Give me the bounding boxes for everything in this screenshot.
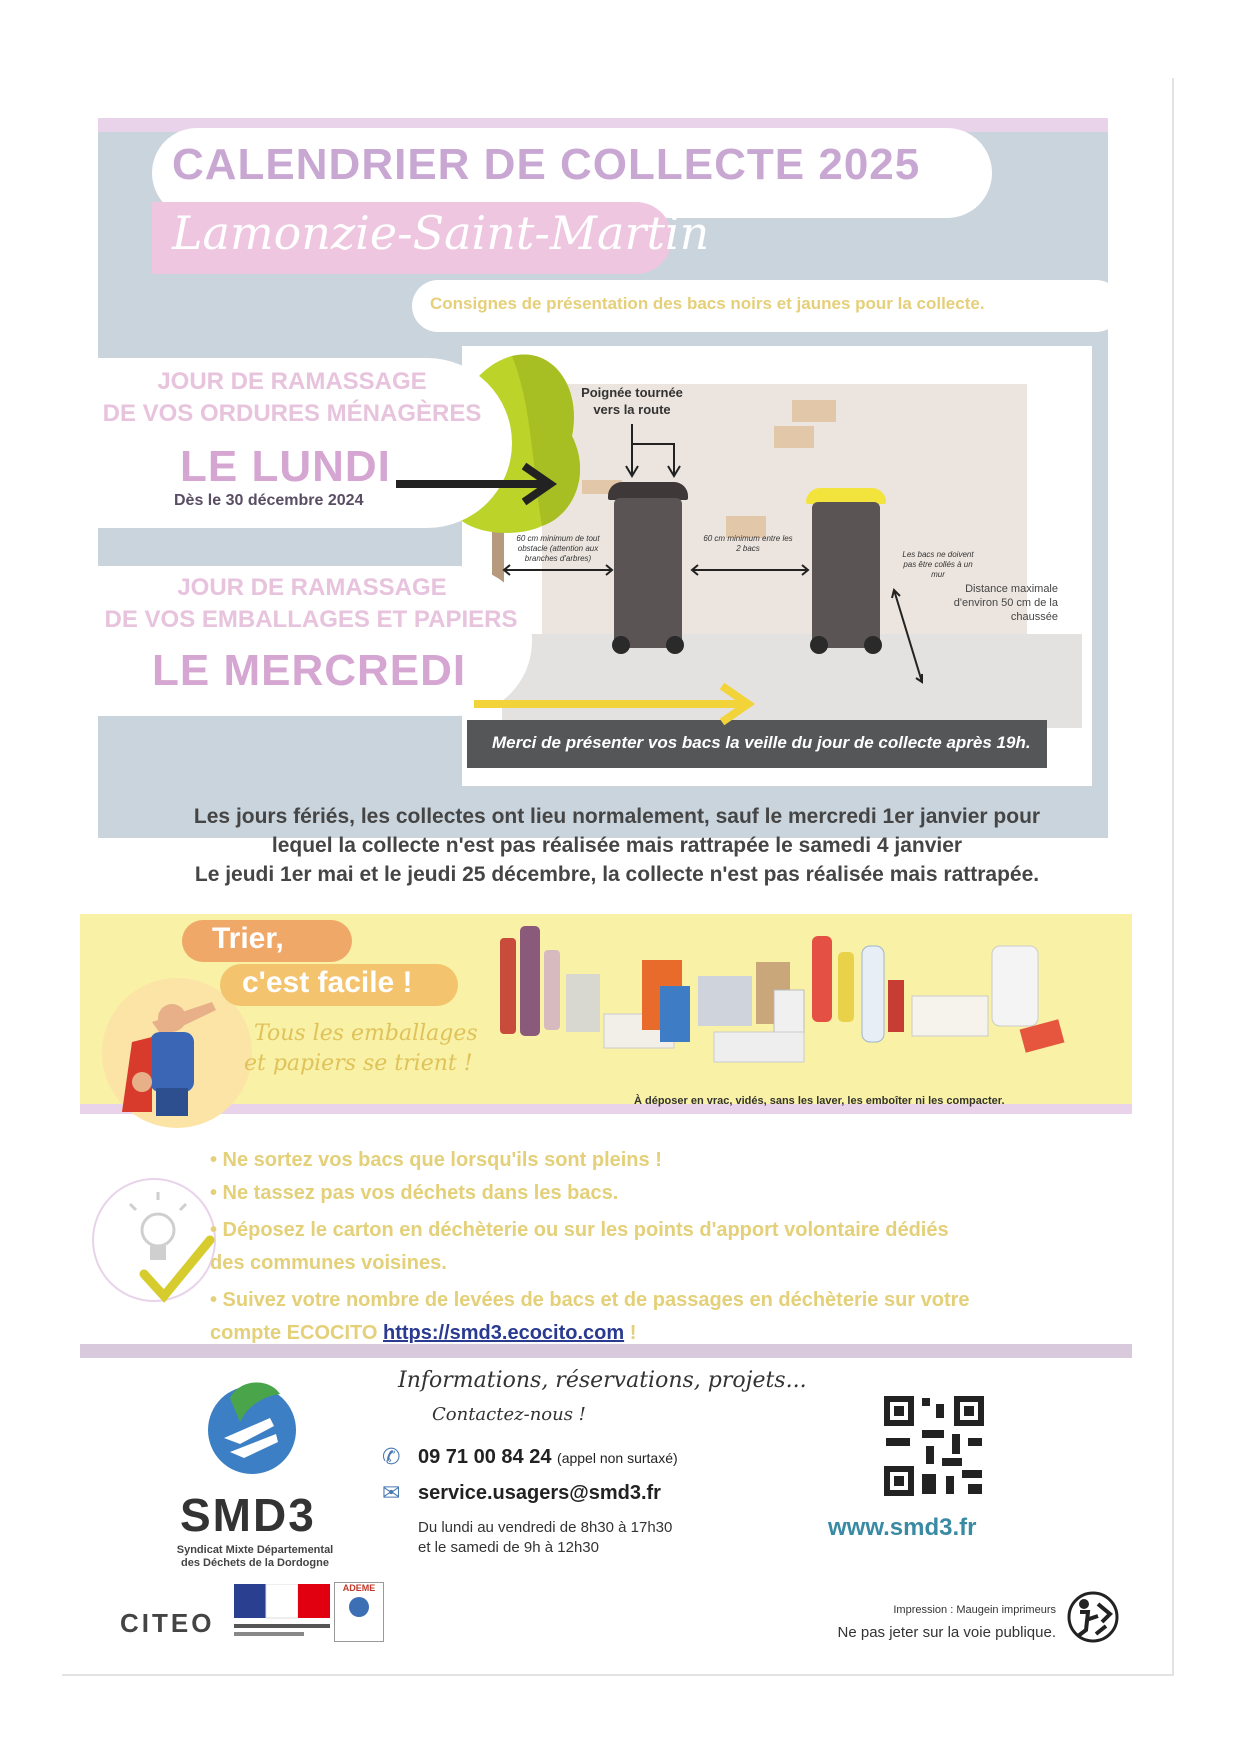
ordures-since: Dès le 30 décembre 2024 xyxy=(174,492,364,509)
handle-arrow-right xyxy=(632,444,680,476)
contact-heading: Contactez-nous ! xyxy=(432,1404,586,1425)
tip-2: • Ne tassez pas vos déchets dans les bacs. xyxy=(210,1182,619,1204)
holidays-line-1: Les jours fériés, les collectes ont lieu normalement, sauf le mercredi 1er janvier pour xyxy=(193,805,1041,828)
yellow-bin xyxy=(812,502,880,648)
flyer-page xyxy=(62,78,1174,1676)
email-address[interactable]: service.usagers@smd3.fr xyxy=(418,1482,661,1504)
holidays-notice xyxy=(122,802,1112,889)
bin-wheel xyxy=(864,636,882,654)
handle-arrows xyxy=(612,424,692,484)
ademe-globe-icon xyxy=(349,1597,369,1617)
tip-4-end: ! xyxy=(629,1322,637,1344)
holidays-line-2: lequel la collecte n'est pas réalisée mais rattrapée le samedi 4 janvier xyxy=(271,834,963,857)
triman-recycling-icon xyxy=(1066,1590,1120,1644)
road-notice: Merci de présenter vos bacs la veille du jour de collecte après 19h. xyxy=(492,733,1031,752)
wall-brick xyxy=(774,426,814,448)
smd3-logo-subtitle: Syndicat Mixte Départemental des Déchets de la Dordogne xyxy=(176,1544,334,1569)
lightbulb-check-icon xyxy=(118,1184,218,1314)
slogan-line-2: et papiers se trient ! xyxy=(244,1051,473,1076)
wall-brick xyxy=(792,400,836,422)
facile-text: c'est facile ! xyxy=(242,966,413,999)
hours-saturday: et le samedi de 9h à 12h30 xyxy=(418,1539,599,1556)
phone-icon: ✆ xyxy=(382,1444,401,1469)
ademe-logo xyxy=(334,1582,384,1642)
clearance-label-between: 60 cm minimum entre les 2 bacs xyxy=(703,534,793,553)
deposit-instructions: À déposer en vrac, vidés, sans les laver, les emboîter ni les compacter. xyxy=(634,1095,1005,1107)
qr-code-icon[interactable] xyxy=(882,1394,986,1498)
smd3-logo-icon xyxy=(200,1378,304,1482)
republique-francaise-logo xyxy=(234,1584,330,1640)
page-title: CALENDRIER DE COLLECTE 2025 xyxy=(172,140,921,189)
tip-4: • Suivez votre nombre de levées de bacs et de passages en déchèterie sur votre xyxy=(210,1289,970,1311)
slogan-line-1: Tous les emballages xyxy=(254,1021,478,1046)
tips-list xyxy=(210,1144,1110,1350)
clearance-label-left: 60 cm minimum de tout obstacle (attention aux branches d'arbres) xyxy=(516,534,600,563)
emballages-heading-1: JOUR DE RAMASSAGE xyxy=(177,574,447,601)
emballages-day: LE MERCREDI xyxy=(152,646,467,695)
phone-number[interactable] xyxy=(418,1446,678,1469)
handle-arrow-left xyxy=(626,424,638,476)
trier-text: Trier, xyxy=(212,922,284,955)
citeo-logo: CITEO xyxy=(120,1608,215,1638)
tip-3: • Déposez le carton en déchèterie ou sur les points d'apport volontaire dédiés xyxy=(210,1219,949,1241)
bin-wheel xyxy=(666,636,684,654)
email-icon: ✉ xyxy=(382,1480,401,1505)
packaging-illustration xyxy=(492,916,1112,1092)
bin-wheel xyxy=(612,636,630,654)
phone-value: 09 71 00 84 24 xyxy=(418,1446,552,1468)
website[interactable]: www.smd3.fr xyxy=(828,1514,977,1541)
ordures-heading-2: DE VOS ORDURES MÉNAGÈRES xyxy=(102,400,482,427)
info-heading: Informations, réservations, projets... xyxy=(398,1368,807,1393)
wall-note: Les bacs ne doivent pas être collés à un mur xyxy=(902,550,974,579)
ademe-text: ADEME xyxy=(342,1583,376,1593)
town-name: Lamonzie-Saint-Martin xyxy=(172,206,710,260)
ordures-heading-1: JOUR DE RAMASSAGE xyxy=(157,368,427,395)
opening-hours xyxy=(418,1518,672,1558)
black-arrow xyxy=(396,462,576,506)
consignes-text: Consignes de présentation des bacs noirs et jaunes pour la collecte. xyxy=(430,294,985,313)
phone-note: (appel non surtaxé) xyxy=(557,1450,678,1466)
bin-wheel xyxy=(810,636,828,654)
footer-separator xyxy=(80,1344,1132,1358)
black-bin xyxy=(614,498,682,648)
ordures-day: LE LUNDI xyxy=(180,442,391,491)
smd3-logo-text: SMD3 xyxy=(180,1489,316,1541)
emballages-heading-2: DE VOS EMBALLAGES ET PAPIERS xyxy=(104,606,518,633)
distance-arrow xyxy=(888,586,928,686)
superhero-illustration xyxy=(112,982,242,1118)
handle-label: Poignée tournée vers la route xyxy=(581,385,683,417)
tip-1: • Ne sortez vos bacs que lorsqu'ils sont pleins ! xyxy=(210,1149,662,1171)
holidays-line-3: Le jeudi 1er mai et le jeudi 25 décembre, la collecte n'est pas réalisée mais rattrapée. xyxy=(194,863,1040,886)
printer-credit: Impression : Maugein imprimeurs xyxy=(893,1604,1056,1616)
yellow-arrow xyxy=(474,682,774,726)
distance-label: Distance maximale d'environ 50 cm de la chaussée xyxy=(953,583,1058,623)
tip-3-cont: des communes voisines. xyxy=(210,1252,447,1274)
tip-4-account: compte ECOCITO xyxy=(210,1322,378,1344)
clearance-arrow-between xyxy=(690,564,810,576)
hours-weekday: Du lundi au vendredi de 8h30 à 17h30 xyxy=(418,1519,673,1536)
no-littering-notice: Ne pas jeter sur la voie publique. xyxy=(837,1624,1056,1641)
ecocito-link[interactable]: https://smd3.ecocito.com xyxy=(383,1322,625,1344)
